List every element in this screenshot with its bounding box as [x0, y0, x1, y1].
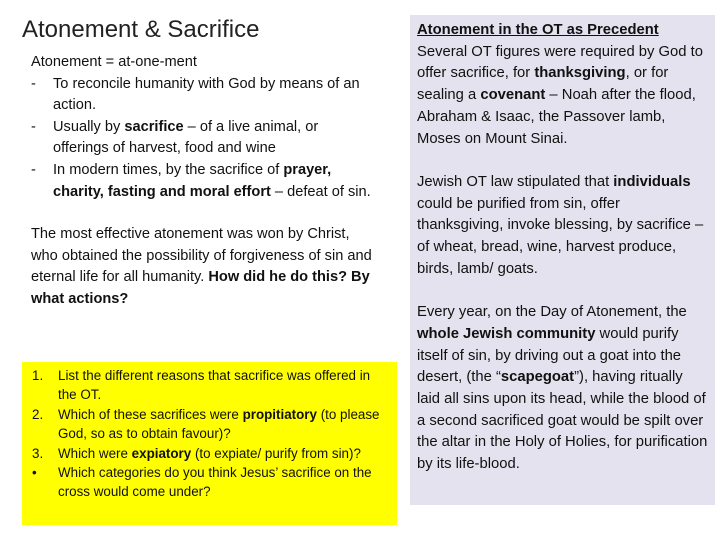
question-item [30, 366, 389, 405]
question-text: (to expiate/ purify from sin)? [191, 445, 361, 461]
text: Every year, on the Day of Atonement, the [417, 304, 687, 321]
paragraph-day-of-atonement [417, 302, 708, 476]
para-text: The most effective atonement was won by Christ, who obtained the possibility of forgiveness of sin and eternal life for all humanity. [31, 226, 372, 286]
panel-heading: Atonement in the OT as Precedent [417, 22, 659, 38]
question-bold: expiatory [131, 445, 192, 461]
questions-box [22, 362, 397, 525]
question-item [30, 463, 389, 502]
ot-precedent-panel [410, 15, 715, 505]
bold-text: thanksgiving [534, 65, 626, 82]
question-number: 1. [32, 368, 44, 383]
text: , or for sealing a [417, 65, 669, 104]
christ-paragraph [31, 224, 376, 310]
question-item [30, 444, 389, 463]
bullet-text: Usually by [53, 118, 125, 135]
bullet-item: - In modern times, by the sacrifice of prayer, charity, fasting and moral effort – defeat of sin. [31, 161, 371, 200]
text: would purify itself of sin, by driving out a goat into the desert, (the “ [417, 325, 682, 386]
definition: Atonement = at-one-ment [31, 54, 197, 70]
bullet-bold: prayer, charity, fasting and moral effort [53, 161, 332, 200]
text: Jewish OT law stipulated that [417, 173, 614, 190]
bullet-icon: • [32, 465, 37, 481]
question-text: Which were [58, 445, 132, 461]
bullet-text: In modern times, by the sacrifice of [53, 161, 284, 178]
question-text: List the different reasons that sacrifice was offered in the OT. [58, 368, 371, 403]
bullet-text: To reconcile humanity with God by means of an action. [53, 75, 360, 114]
bold-text: individuals [613, 173, 691, 190]
question-text: Which of these sacrifices were [58, 406, 243, 422]
left-column [31, 52, 376, 311]
para-question: How did he do this? By what actions? [31, 269, 370, 307]
bullet-bold: sacrifice [124, 118, 184, 135]
bullet-text: – defeat of sin. [270, 183, 371, 200]
question-bold: propitiatory [242, 406, 317, 422]
text: – Noah after the flood, Abraham & Isaac, the Passover lamb, Moses on Mount Sinai. [417, 87, 696, 147]
bullet-list [31, 74, 376, 204]
bold-text: whole Jewish community [417, 325, 596, 342]
paragraph-ot-law [417, 172, 708, 281]
paragraph-ot-figures [417, 42, 708, 151]
slide-title: Atonement & Sacrifice [22, 16, 260, 43]
question-number: 3. [32, 445, 44, 461]
bullet-item: - Usually by sacrifice – of a live animal, or offerings of harvest, food and wine [31, 118, 319, 157]
text: could be purified from sin, offer thanksgiving, invoke blessing, by sacrifice – of wheat, bread, wine, harvest produce, birds, lamb/ goats. [417, 195, 704, 277]
bullet-text: – of a live animal, or offerings of harvest, food and wine [53, 118, 319, 157]
text: Several OT figures were required by God to offer sacrifice, for [417, 43, 703, 82]
bold-text: scapegoat [500, 369, 575, 386]
question-number: 2. [32, 406, 44, 422]
question-text: Which categories do you think Jesus’ sacrifice on the cross would come under? [58, 465, 372, 500]
bullet-item: - To reconcile humanity with God by means of an action. [31, 75, 360, 114]
question-text: (to please God, so as to obtain favour)? [58, 406, 380, 442]
question-item [30, 405, 389, 444]
text: ”), having ritually laid all sins upon its head, while the blood of a second sacrificed goat would be spilt over the altar in the Holy of Holies, for purification by its life-blood. [417, 369, 708, 473]
bold-text: covenant [480, 87, 546, 104]
